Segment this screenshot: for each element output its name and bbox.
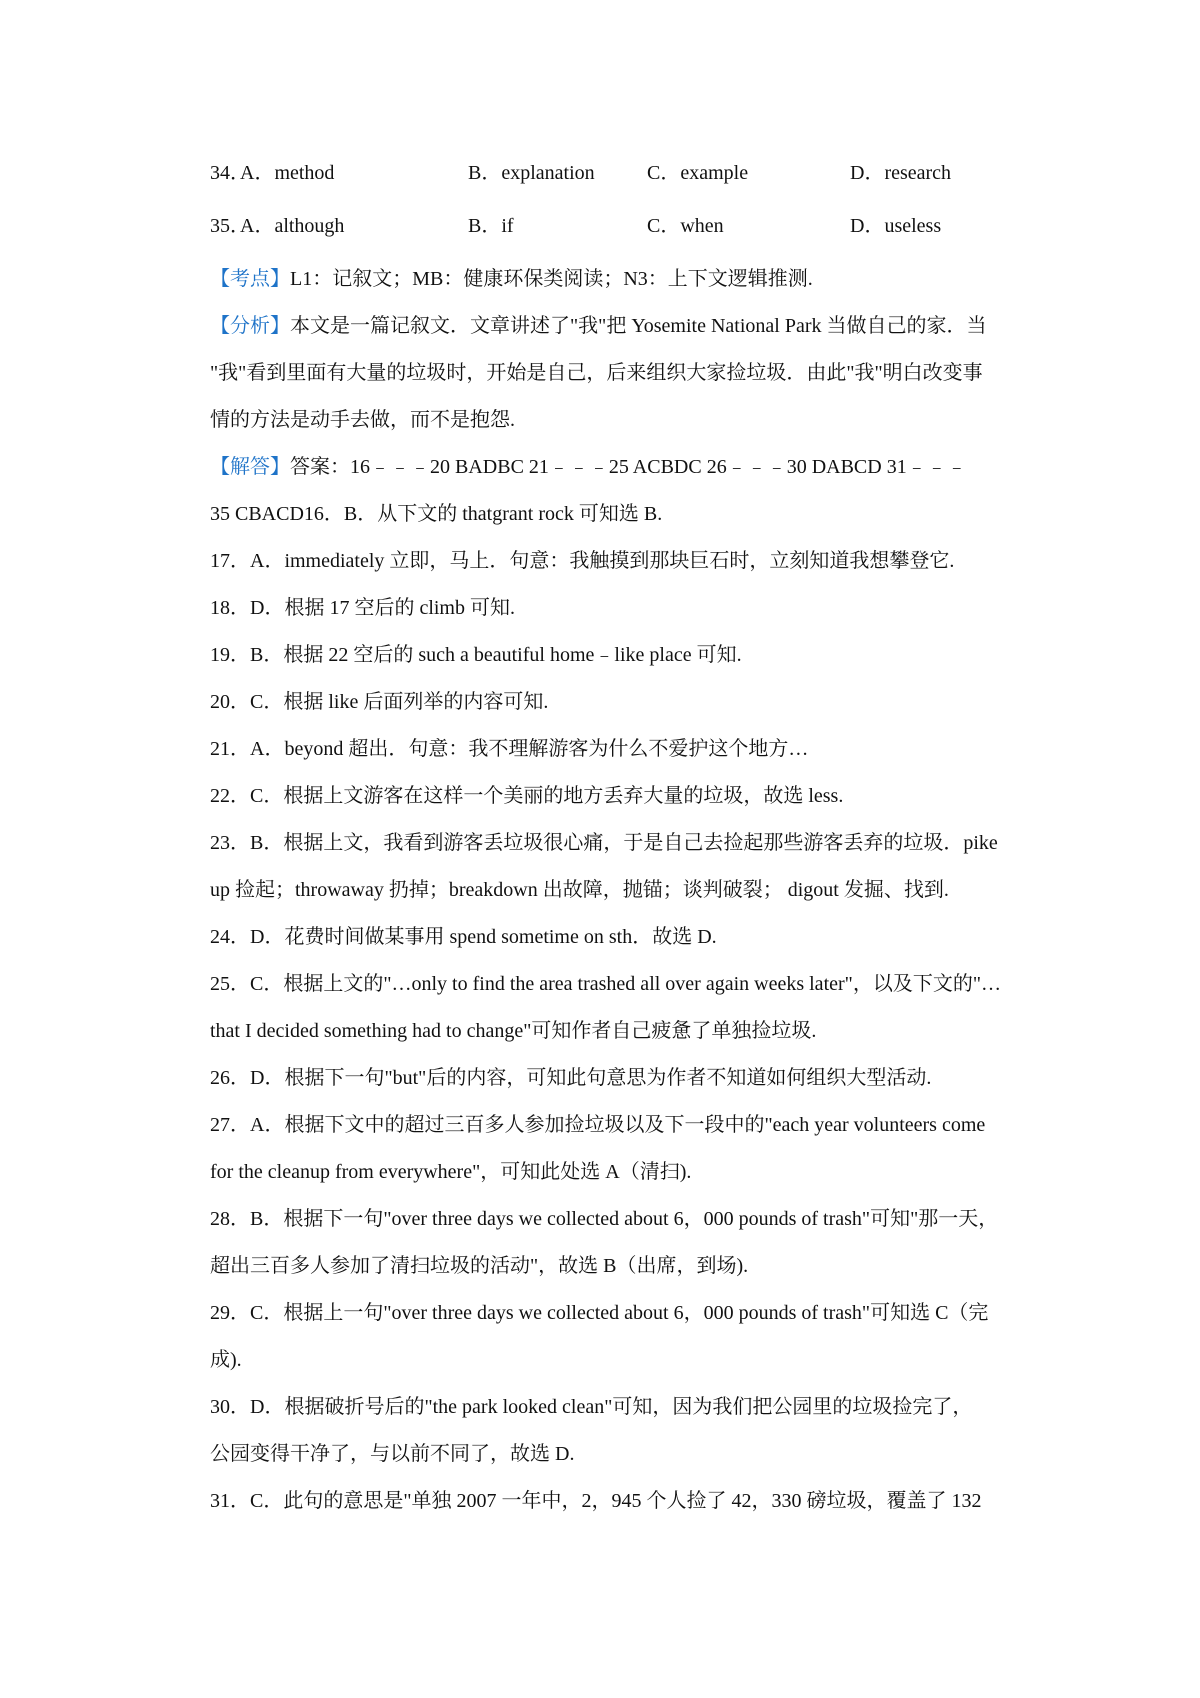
answer-line: 27．A．根据下文中的超过三百多人参加捡垃圾以及下一段中的"each year volunteers come (210, 1114, 986, 1136)
jieda-section (210, 444, 1030, 538)
answer-item (210, 1102, 1030, 1196)
option-b: B．if (468, 215, 514, 237)
answer-item (210, 632, 1030, 679)
answer-item (210, 1196, 1030, 1290)
answer-item (210, 820, 1030, 914)
answer-item (210, 538, 1030, 585)
answer-line: 28．B．根据下一句"over three days we collected about 6，000 pounds of trash"可知"那一天， (210, 1208, 999, 1230)
answer-line: 公园变得干净了，与以前不同了，故选 D. (210, 1443, 575, 1465)
answer-item (210, 1384, 1030, 1478)
kaodian-text: L1：记叙文；MB：健康环保类阅读；N3：上下文逻辑推测. (290, 268, 813, 290)
option-d: D．research (850, 162, 952, 184)
option-c: C．example (647, 162, 749, 184)
answer-item (210, 1478, 1030, 1525)
question-number: 35． (210, 215, 250, 237)
answer-item (210, 961, 1030, 1055)
answer-line: 25．C．根据上文的"…only to find the area trashed all over again weeks later"，以及下文的"… (210, 973, 1001, 995)
answer-item (210, 585, 1030, 632)
jieda-text: 答案：16﹣﹣﹣20 BADBC 21﹣﹣﹣25 ACBDC 26﹣﹣﹣30 DABCD 31﹣﹣﹣ (290, 456, 967, 478)
answer-line: that I decided something had to change"可知作者自己疲惫了单独捡垃圾. (210, 1020, 817, 1042)
answer-line: 29．C．根据上一句"over three days we collected about 6，000 pounds of trash"可知选 C（完 (210, 1302, 989, 1324)
option-b: B．explanation (468, 162, 595, 184)
option-a: A．method (240, 162, 335, 184)
document-content (210, 150, 1030, 1525)
answer-item (210, 914, 1030, 961)
jieda-text: 35 CBACD16．B．从下文的 thatgrant rock 可知选 B. (210, 503, 663, 525)
answer-list (210, 538, 1030, 1525)
answer-item (210, 1290, 1030, 1384)
answer-line: 30．D．根据破折号后的"the park looked clean"可知，因为我们把公园里的垃圾捡完了， (210, 1396, 973, 1418)
fenxi-tag: 【分析】 (210, 315, 290, 337)
answer-line: up 捡起；throwaway 扔掉；breakdown 出故障，抛锚；谈判破裂； digout 发掘、找到. (210, 879, 949, 901)
answer-line: 20．C．根据 like 后面列举的内容可知. (210, 691, 549, 713)
answer-line: 31．C．此句的意思是"单独 2007 一年中，2，945 个人捡了 42，330 磅垃圾，覆盖了 132 (210, 1490, 982, 1512)
jieda-tag: 【解答】 (210, 456, 290, 478)
answer-item (210, 726, 1030, 773)
kaodian-tag: 【考点】 (210, 268, 290, 290)
answer-line: 19．B．根据 22 空后的 such a beautiful home﹣like place 可知. (210, 644, 742, 666)
answer-line: 17．A．immediately 立即，马上．句意：我触摸到那块巨石时，立刻知道我想攀登它. (210, 550, 955, 572)
kaodian-section (210, 256, 1030, 303)
answer-line: 18．D．根据 17 空后的 climb 可知. (210, 597, 515, 619)
answer-item (210, 1055, 1030, 1102)
answer-item (210, 679, 1030, 726)
answer-line: 21．A．beyond 超出．句意：我不理解游客为什么不爱护这个地方… (210, 738, 809, 760)
option-d: D．useless (850, 215, 942, 237)
fenxi-text: 情的方法是动手去做，而不是抱怨. (210, 409, 515, 431)
fenxi-text: 本文是一篇记叙文．文章讲述了"我"把 Yosemite National Park 当做自己的家．当 (290, 315, 987, 337)
answer-line: 26．D．根据下一句"but"后的内容，可知此句意思为作者不知道如何组织大型活动. (210, 1067, 932, 1089)
fenxi-text: "我"看到里面有大量的垃圾时，开始是自己，后来组织大家捡垃圾．由此"我"明白改变事 (210, 362, 983, 384)
answer-line: 超出三百多人参加了清扫垃圾的活动"，故选 B（出席，到场). (210, 1255, 749, 1277)
answer-line: 23．B．根据上文，我看到游客丢垃圾很心痛，于是自己去捡起那些游客丢弃的垃圾．pike (210, 832, 998, 854)
option-c: C．when (647, 215, 724, 237)
answer-line: 成). (210, 1349, 242, 1371)
fenxi-section (210, 303, 1030, 444)
answer-line: 22．C．根据上文游客在这样一个美丽的地方丢弃大量的垃圾，故选 less. (210, 785, 844, 807)
option-a: A．although (240, 215, 345, 237)
question-35-options (210, 203, 1030, 256)
answer-line: for the cleanup from everywhere"，可知此处选 A（清扫). (210, 1161, 692, 1183)
answer-item (210, 773, 1030, 820)
question-number: 34． (210, 162, 250, 184)
answer-line: 24．D．花费时间做某事用 spend sometime on sth．故选 D. (210, 926, 717, 948)
question-34-options (210, 150, 1030, 203)
